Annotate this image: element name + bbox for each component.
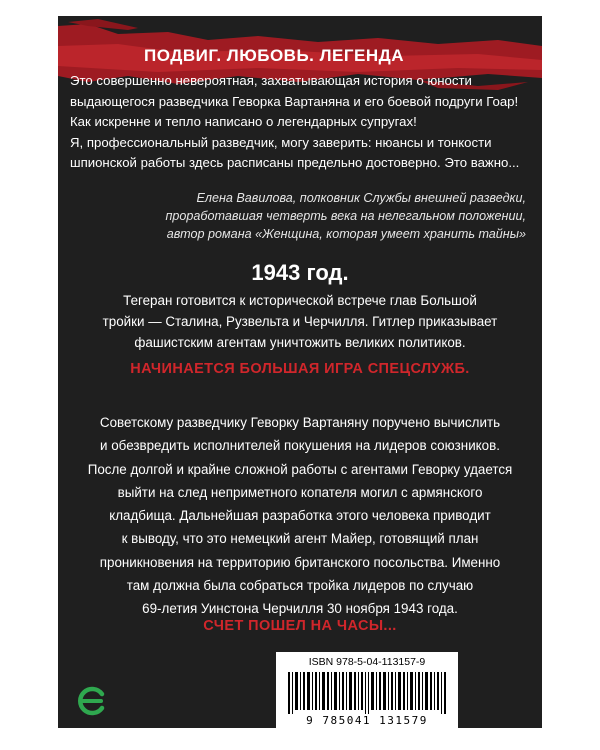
synopsis-intro: [88, 290, 512, 353]
year-heading: 1943 год.: [251, 260, 349, 285]
intro-quote: [70, 71, 536, 174]
synopsis-line: 69-летия Уинстона Черчилля 30 ноября 1943 года.: [142, 601, 458, 617]
red-tagline-2: СЧЕТ ПОШЕЛ НА ЧАСЫ...: [203, 618, 397, 634]
synopsis-line: тройки — Сталина, Рузвельта и Черчилля. Гитлер приказывает: [102, 314, 498, 329]
synopsis-line: выйти на след неприметного копателя могил с армянского: [117, 484, 483, 500]
synopsis-line: к выводу, что это немецкий агент Майер, готовящий план: [121, 531, 479, 547]
intro-line: Это совершенно невероятная, захватывающая история о юности: [70, 73, 472, 88]
credit-line: автор романа «Женщина, которая умеет хранить тайны»: [166, 227, 526, 241]
barcode: [276, 652, 458, 728]
synopsis-line: кладбища. Дальнейшая разработка этого человека приводит: [109, 508, 491, 524]
barcode-number: 9 785041 131579: [306, 714, 428, 727]
synopsis-line: там должна была собраться тройка лидеров по случаю: [126, 578, 474, 594]
intro-line: Как искренне и тепло написано о легендарных супругах!: [70, 114, 417, 129]
barcode-icon: [286, 672, 448, 714]
intro-line: Я, профессиональный разведчик, могу заверить: нюансы и тонкости: [70, 134, 492, 150]
intro-line: шпионской работы здесь расписаны предельно достоверно. Это важно...: [70, 155, 520, 170]
back-cover: [58, 16, 542, 728]
credit-line: проработавшая четверть века на нелегальном положении,: [165, 209, 526, 223]
synopsis-line: Тегеран готовится к исторической встрече глав Большой: [123, 293, 477, 308]
synopsis-line: Советскому разведчику Геворку Вартаняну поручено вычислить: [99, 415, 501, 430]
synopsis-body: [66, 411, 534, 621]
synopsis-line: После долгой и крайне сложной работы с агентами Геворку удается: [87, 461, 513, 477]
isbn-text: ISBN 978-5-04-113157-9: [308, 656, 426, 668]
quote-credit: [106, 189, 526, 243]
headline: ПОДВИГ. ЛЮБОВЬ. ЛЕГЕНДА: [144, 46, 405, 65]
red-tagline-1: НАЧИНАЕТСЯ БОЛЬШАЯ ИГРА СПЕЦСЛУЖБ.: [130, 361, 470, 377]
eksmo-e-logo-icon: [74, 684, 108, 718]
synopsis-line: фашистским агентам уничтожить великих политиков.: [134, 335, 466, 350]
synopsis-line: проникновения на территорию британского посольства. Именно: [99, 554, 501, 570]
synopsis-line: и обезвредить исполнителей покушения на лидеров союзников.: [100, 438, 500, 454]
credit-line: Елена Вавилова, полковник Службы внешней разведки,: [196, 191, 526, 205]
intro-line: выдающегося разведчика Геворка Вартаняна и его боевой подруги Гоар!: [70, 93, 519, 109]
